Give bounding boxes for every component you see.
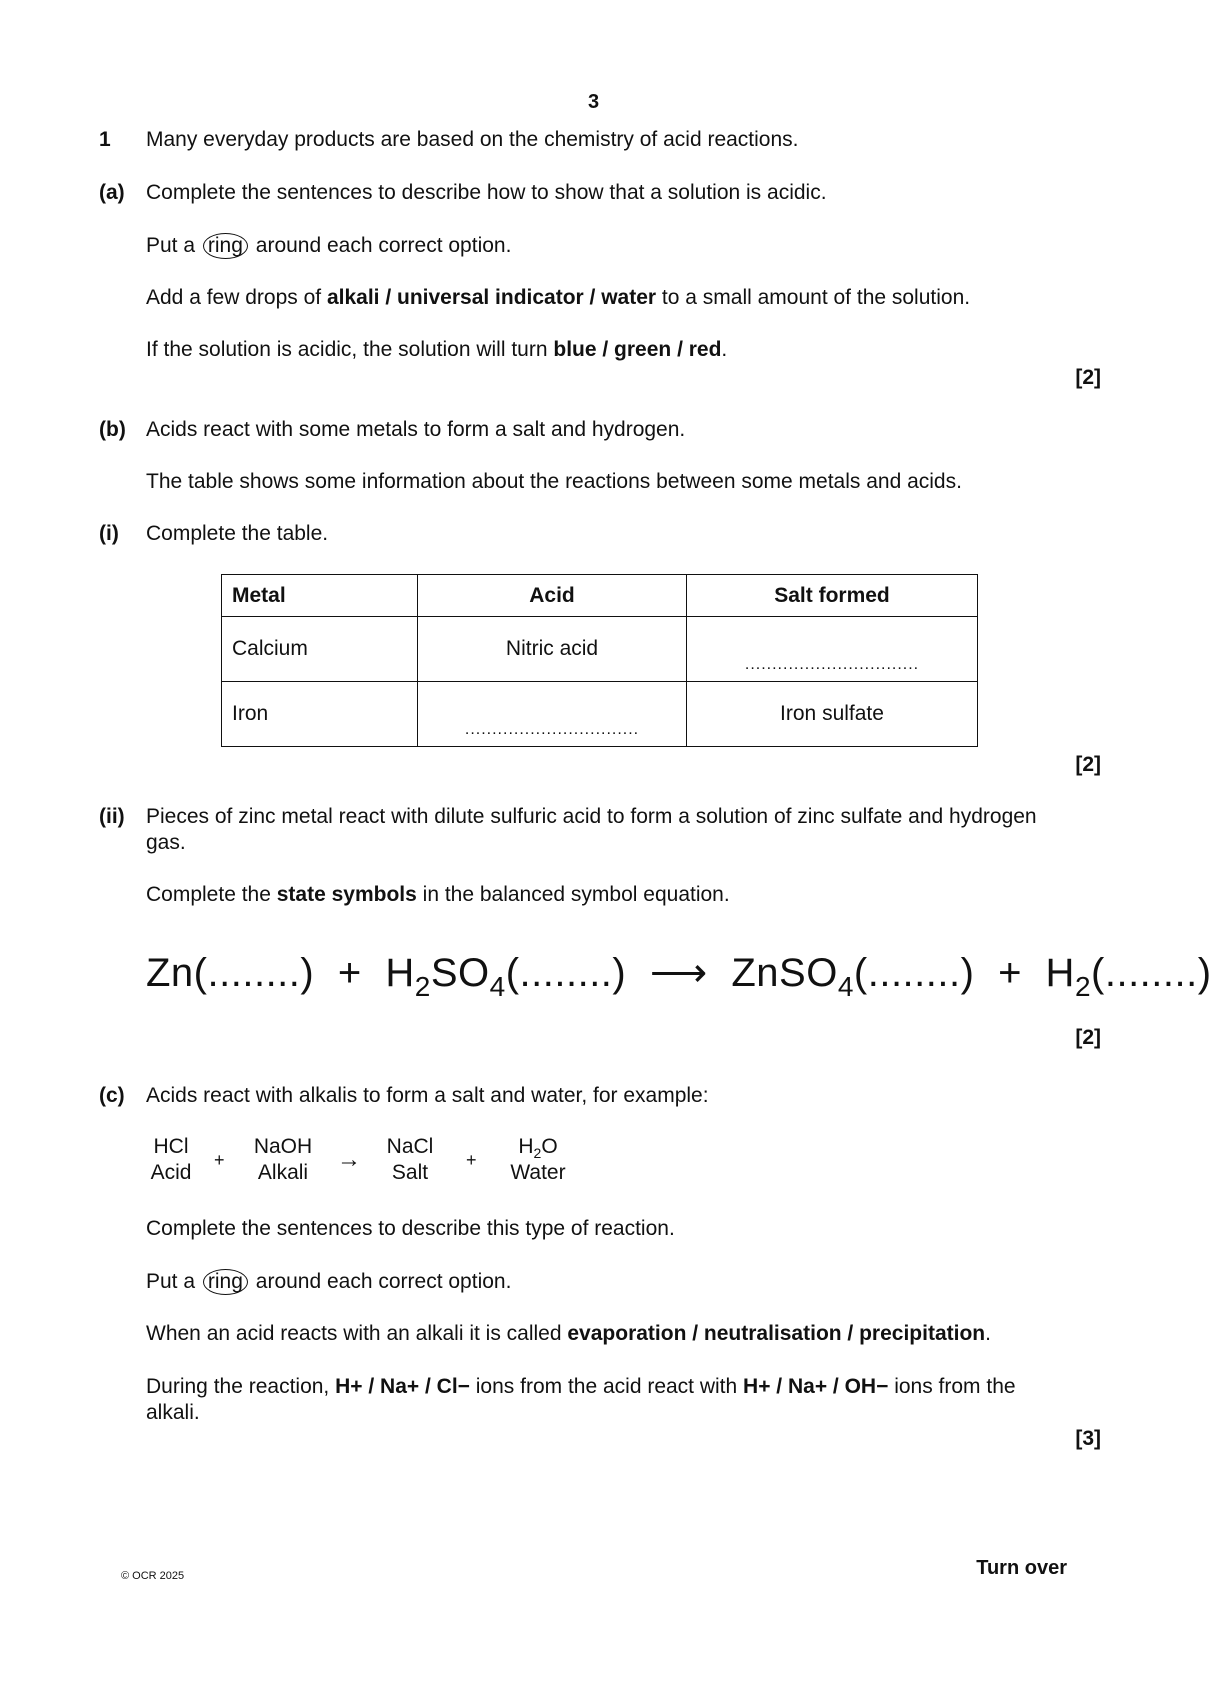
part-b-table-description: The table shows some information about the reactions between some metals and acids. — [146, 470, 962, 493]
so-symbol: SO — [430, 951, 490, 995]
part-b-ii-instruction — [146, 883, 730, 907]
sentence-2-mid: ions from the acid react with — [469, 1375, 744, 1398]
part-c-instruction: Complete the sentences to describe this type of reaction. — [146, 1217, 675, 1240]
sentence-2-options-b[interactable]: H+ / Na+ / OH− — [743, 1375, 889, 1398]
ring-post: around each correct option. — [255, 1270, 512, 1293]
state-blank[interactable]: (........) — [853, 951, 975, 995]
table-header-metal: Metal — [222, 575, 418, 617]
o-symbol: O — [541, 1135, 558, 1158]
instruction-bold: state symbols — [276, 883, 417, 906]
part-a-label: (a) — [99, 181, 125, 204]
part-c-label: (c) — [99, 1084, 125, 1107]
table-cell-salt-answer[interactable] — [687, 617, 978, 682]
sentence-1-pre: When an acid reacts with an alkali it is called — [146, 1322, 568, 1345]
sentence-1-options[interactable]: evaporation / neutralisation / precipitation — [567, 1322, 986, 1345]
nacl-formula: NaCl — [386, 1135, 434, 1158]
part-b-ii-label: (ii) — [99, 805, 125, 828]
instruction-post: in the balanced symbol equation. — [416, 883, 730, 906]
instruction-pre: Complete the — [146, 883, 277, 906]
part-a-marks: [2] — [1075, 366, 1101, 389]
part-a-instruction: Complete the sentences to describe how to show that a solution is acidic. — [146, 181, 827, 204]
answer-line[interactable]: ................................ — [464, 721, 640, 738]
sentence-2-post: ions from the — [888, 1375, 1016, 1398]
table-cell-metal: Iron — [222, 682, 418, 747]
ring-post: around each correct option. — [255, 234, 512, 257]
naoh-formula: NaOH — [253, 1135, 313, 1158]
part-c-sentence-2-line-2: alkali. — [146, 1401, 200, 1424]
salt-label: Salt — [391, 1161, 429, 1184]
part-b-ii-text-line-1: Pieces of zinc metal react with dilute sulfuric acid to form a solution of zinc sulfate and hydrogen — [146, 805, 1037, 828]
table-cell-metal: Calcium — [222, 617, 418, 682]
sentence-2-options-a[interactable]: H+ / Na+ / Cl− — [335, 1375, 470, 1398]
subscript: 2 — [1074, 971, 1092, 1002]
sentence-1-pre: Add a few drops of — [146, 286, 327, 309]
zinc-sulfate-term[interactable] — [731, 951, 975, 1002]
part-b-intro: Acids react with some metals to form a salt and hydrogen. — [146, 418, 686, 441]
turn-over: Turn over — [976, 1557, 1067, 1579]
acid-column — [143, 1134, 199, 1186]
ring-pre: Put a — [146, 1270, 196, 1293]
ring-example: ring — [203, 233, 248, 259]
ring-pre: Put a — [146, 234, 196, 257]
part-c-intro: Acids react with alkalis to form a salt and water, for example: — [146, 1084, 709, 1107]
h-symbol: H — [518, 1135, 534, 1158]
table-cell-acid: Nitric acid — [418, 617, 687, 682]
water-formula — [503, 1134, 573, 1160]
part-b-ii-text-line-2: gas. — [146, 831, 186, 854]
hcl-formula: HCl — [153, 1135, 189, 1158]
part-c-marks: [3] — [1075, 1427, 1101, 1450]
part-a-sentence-2 — [146, 338, 727, 362]
copyright: © OCR 2025 — [121, 1570, 185, 1582]
part-b-ii-marks: [2] — [1075, 1026, 1101, 1049]
table-header-row — [222, 575, 978, 617]
table-row — [222, 617, 978, 682]
subscript: 2 — [414, 971, 431, 1002]
part-b-i-instruction: Complete the table. — [146, 522, 329, 545]
metal-acid-table — [221, 574, 978, 747]
part-b-i-marks: [2] — [1075, 753, 1101, 776]
znso-symbol: ZnSO — [731, 951, 838, 995]
symbol-equation — [146, 950, 1212, 1002]
table-cell-salt: Iron sulfate — [687, 682, 978, 747]
acid-label: Acid — [150, 1161, 192, 1184]
table-cell-acid-answer[interactable] — [418, 682, 687, 747]
sentence-1-options[interactable]: alkali / universal indicator / water — [326, 286, 657, 309]
sentence-2-pre: If the solution is acidic, the solution will turn — [146, 338, 554, 361]
answer-line[interactable]: ................................ — [744, 656, 920, 673]
table-row — [222, 682, 978, 747]
plus-sign: + — [998, 951, 1022, 995]
reaction-arrow-icon: ⟶ — [649, 951, 708, 995]
sentence-2-options[interactable]: blue / green / red — [553, 338, 722, 361]
question-1-intro: Many everyday products are based on the chemistry of acid reactions. — [146, 128, 799, 151]
part-c-sentence-2 — [146, 1375, 1016, 1399]
h-symbol: H — [1045, 951, 1075, 995]
state-blank[interactable]: (........) — [1091, 951, 1212, 995]
part-a-sentence-1 — [146, 286, 970, 310]
sulfuric-acid-term[interactable] — [385, 951, 627, 1002]
part-c-sentence-1 — [146, 1322, 991, 1346]
plus-sign: + — [337, 951, 362, 995]
part-c-ring-instruction — [146, 1269, 511, 1295]
zinc-term[interactable]: Zn(........) — [146, 951, 315, 995]
sentence-1-post: . — [985, 1322, 991, 1345]
ring-example: ring — [203, 1269, 248, 1295]
water-label: Water — [510, 1161, 566, 1184]
part-b-i-label: (i) — [99, 522, 119, 545]
hydrogen-term[interactable] — [1045, 951, 1212, 1002]
subscript: 4 — [837, 971, 854, 1002]
plus-sign: + — [466, 1150, 477, 1170]
salt-column — [378, 1134, 442, 1186]
reaction-arrow-icon: → — [337, 1146, 361, 1173]
page-number: 3 — [588, 91, 600, 113]
sentence-2-pre: During the reaction, — [146, 1375, 336, 1398]
question-1-number: 1 — [99, 128, 111, 151]
subscript: 4 — [489, 971, 506, 1002]
sentence-2-post: . — [721, 338, 728, 361]
alkali-column — [248, 1134, 318, 1186]
table-header-salt: Salt formed — [687, 575, 978, 617]
alkali-label: Alkali — [257, 1161, 309, 1184]
table-header-acid: Acid — [418, 575, 687, 617]
part-b-label: (b) — [99, 418, 126, 441]
subscript: 2 — [533, 1145, 542, 1162]
water-column — [503, 1134, 573, 1186]
state-blank[interactable]: (........) — [505, 951, 627, 995]
h-symbol: H — [385, 951, 415, 995]
plus-sign: + — [214, 1150, 225, 1170]
sentence-1-post: to a small amount of the solution. — [656, 286, 971, 309]
part-a-ring-instruction — [146, 233, 511, 259]
